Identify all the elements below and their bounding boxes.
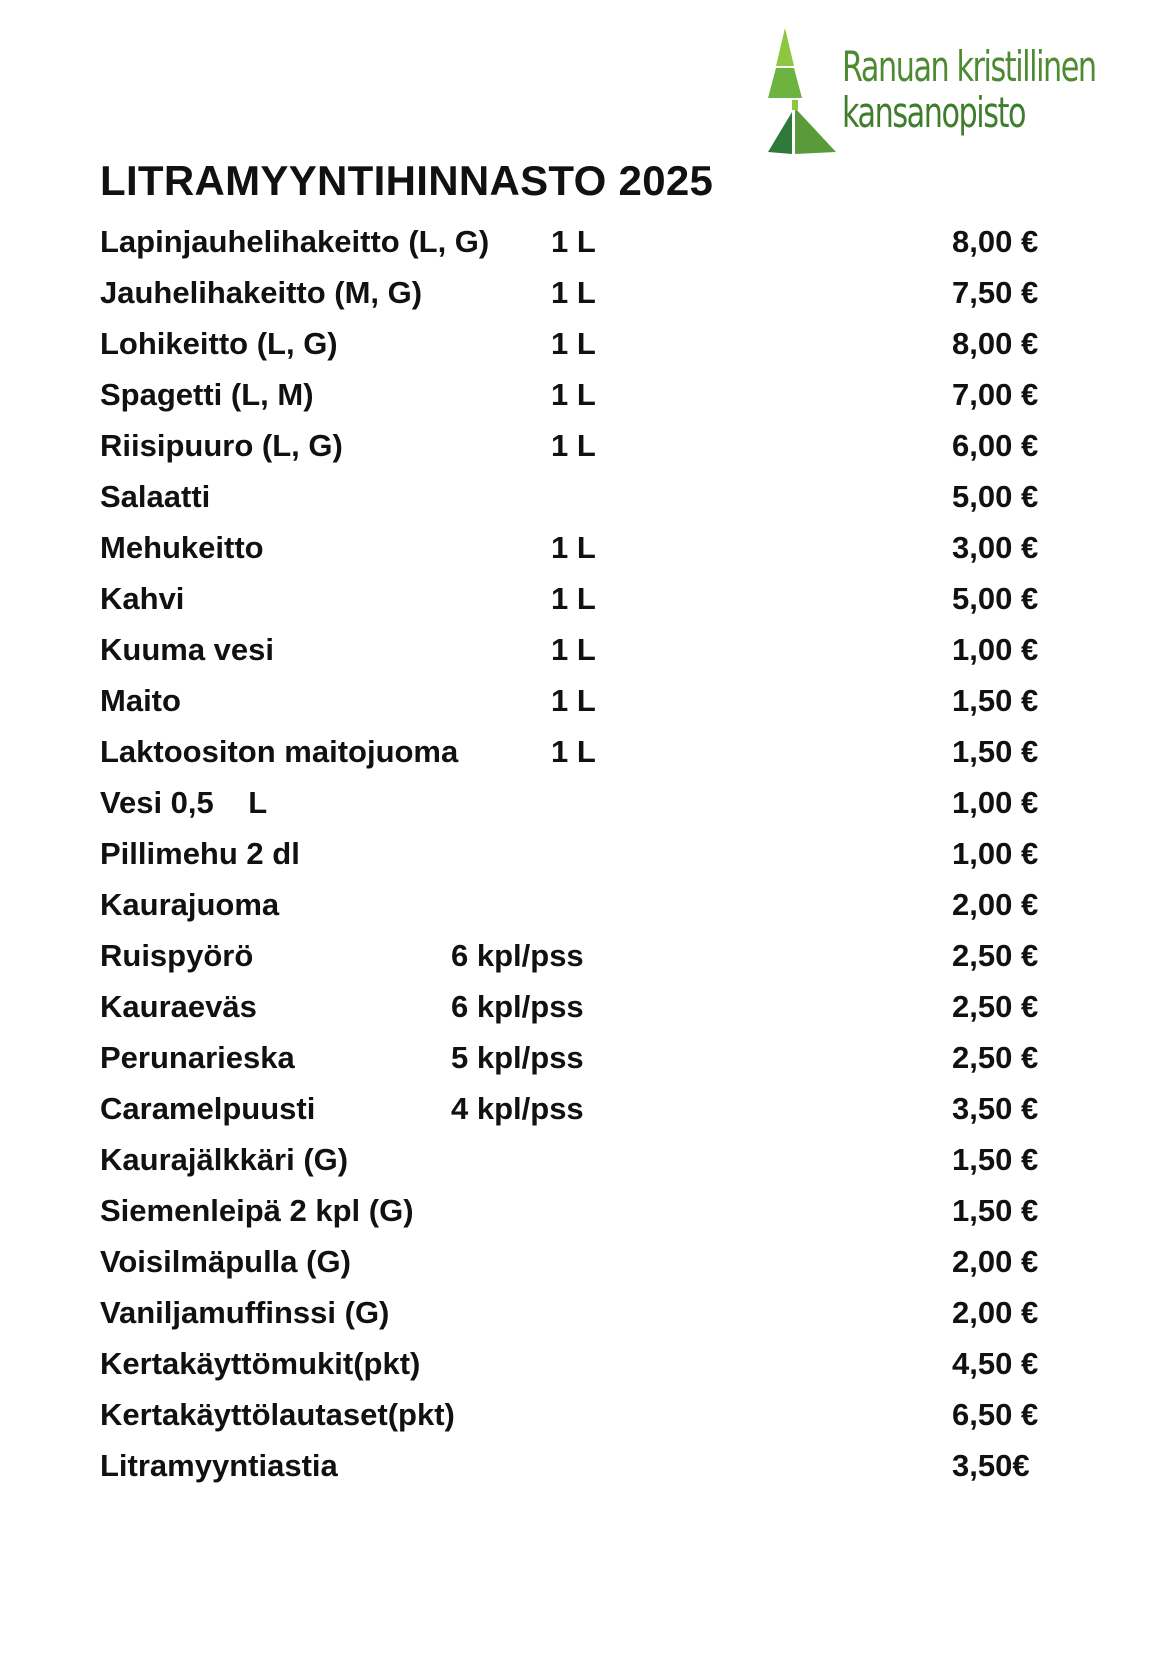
tree-bottom-right-segment <box>795 108 836 154</box>
item-price: 1,00 € <box>952 785 1039 820</box>
item-quantity: 6 kpl/pss <box>451 989 584 1024</box>
item-price: 5,00 € <box>952 581 1039 616</box>
tree-top-segment <box>776 28 794 66</box>
item-price: 8,00 € <box>952 224 1039 259</box>
tree-bottom-left-segment <box>768 112 792 154</box>
tree-trunk <box>792 100 798 110</box>
price-row <box>100 267 1060 318</box>
item-name: Lohikeitto (L, G) <box>100 326 338 361</box>
price-row <box>100 1440 1060 1491</box>
price-row <box>100 318 1060 369</box>
item-quantity: 6 kpl/pss <box>451 938 584 973</box>
price-row <box>100 1185 1060 1236</box>
price-row <box>100 1338 1060 1389</box>
item-quantity: 4 kpl/pss <box>451 1091 584 1126</box>
item-name: Kauraeväs <box>100 989 257 1024</box>
item-name: Perunarieska <box>100 1040 295 1075</box>
item-name: Kuuma vesi <box>100 632 275 667</box>
item-name: Vesi 0,5 L <box>100 785 268 820</box>
logo-line-2: kansanopisto <box>842 88 1026 137</box>
item-price: 2,00 € <box>952 1244 1039 1279</box>
item-price: 1,50 € <box>952 1142 1039 1177</box>
price-row <box>100 471 1060 522</box>
logo-line-1: Ranuan kristillinen <box>842 42 1096 91</box>
price-row <box>100 1032 1060 1083</box>
item-name: Kertakäyttölautaset(pkt) <box>100 1397 455 1432</box>
item-name: Voisilmäpulla (G) <box>100 1244 351 1279</box>
item-quantity: 1 L <box>551 581 596 616</box>
item-name: Litramyyntiastia <box>100 1448 338 1483</box>
item-name: Kahvi <box>100 581 185 616</box>
item-price: 2,50 € <box>952 989 1039 1024</box>
tree-middle-segment <box>768 68 802 98</box>
item-name: Riisipuuro (L, G) <box>100 428 343 463</box>
price-row <box>100 216 1060 267</box>
item-price: 5,00 € <box>952 479 1039 514</box>
item-price: 1,00 € <box>952 836 1039 871</box>
item-name: Kaurajälkkäri (G) <box>100 1142 349 1177</box>
item-price: 7,50 € <box>952 275 1039 310</box>
item-name: Pillimehu 2 dl <box>100 836 300 871</box>
item-price: 7,00 € <box>952 377 1039 412</box>
item-quantity: 1 L <box>551 326 596 361</box>
price-row <box>100 1389 1060 1440</box>
price-row <box>100 726 1060 777</box>
item-price: 4,50 € <box>952 1346 1039 1381</box>
item-price: 1,50 € <box>952 1193 1039 1228</box>
item-price: 8,00 € <box>952 326 1039 361</box>
price-row <box>100 777 1060 828</box>
item-quantity: 1 L <box>551 377 596 412</box>
price-row <box>100 522 1060 573</box>
item-name: Siemenleipä 2 kpl (G) <box>100 1193 414 1228</box>
item-name: Kertakäyttömukit(pkt) <box>100 1346 421 1381</box>
item-price: 2,00 € <box>952 1295 1039 1330</box>
price-row <box>100 369 1060 420</box>
price-row <box>100 675 1060 726</box>
item-price: 1,50 € <box>952 683 1039 718</box>
item-name: Kaurajuoma <box>100 887 280 922</box>
item-name: Mehukeitto <box>100 530 264 565</box>
price-row <box>100 930 1060 981</box>
item-name: Lapinjauhelihakeitto (L, G) <box>100 224 490 259</box>
item-price: 2,00 € <box>952 887 1039 922</box>
item-price: 6,50 € <box>952 1397 1039 1432</box>
item-name: Maito <box>100 683 181 718</box>
item-name: Spagetti (L, M) <box>100 377 314 412</box>
item-name: Caramelpuusti <box>100 1091 316 1126</box>
tree-logo-icon <box>768 28 838 160</box>
item-price: 3,00 € <box>952 530 1039 565</box>
page-title: LITRAMYYNTIHINNASTO 2025 <box>100 157 714 204</box>
logo-wordmark <box>842 44 1096 136</box>
item-quantity: 5 kpl/pss <box>451 1040 584 1075</box>
price-row <box>100 573 1060 624</box>
price-row <box>100 879 1060 930</box>
item-quantity: 1 L <box>551 734 596 769</box>
item-price: 2,50 € <box>952 1040 1039 1075</box>
item-quantity: 1 L <box>551 530 596 565</box>
item-price: 3,50€ <box>952 1448 1030 1483</box>
item-quantity: 1 L <box>551 632 596 667</box>
item-name: Laktoositon maitojuoma <box>100 734 459 769</box>
item-price: 1,50 € <box>952 734 1039 769</box>
item-price: 2,50 € <box>952 938 1039 973</box>
item-name: Vaniljamuffinssi (G) <box>100 1295 390 1330</box>
item-quantity: 1 L <box>551 224 596 259</box>
item-name: Ruispyörö <box>100 938 254 973</box>
item-price: 1,00 € <box>952 632 1039 667</box>
logo <box>768 28 1138 160</box>
item-name: Jauhelihakeitto (M, G) <box>100 275 423 310</box>
price-row <box>100 828 1060 879</box>
item-quantity: 1 L <box>551 683 596 718</box>
price-row <box>100 420 1060 471</box>
price-row <box>100 981 1060 1032</box>
item-price: 6,00 € <box>952 428 1039 463</box>
price-row <box>100 1083 1060 1134</box>
item-quantity: 1 L <box>551 428 596 463</box>
item-price: 3,50 € <box>952 1091 1039 1126</box>
price-list <box>100 216 1060 1491</box>
price-row <box>100 1287 1060 1338</box>
item-quantity: 1 L <box>551 275 596 310</box>
price-row <box>100 1236 1060 1287</box>
item-name: Salaatti <box>100 479 211 514</box>
price-row <box>100 624 1060 675</box>
price-row <box>100 1134 1060 1185</box>
